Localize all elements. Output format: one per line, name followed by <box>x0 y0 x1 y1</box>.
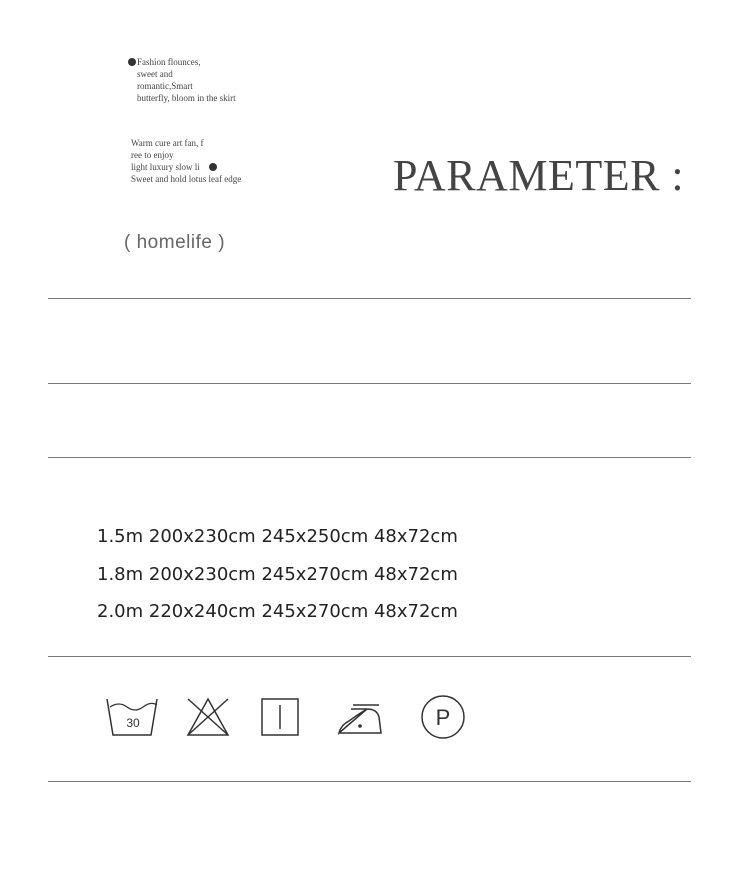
sheet-size: 245x250cm <box>261 526 369 547</box>
divider <box>48 781 691 782</box>
poem-line: Fashion flounces, <box>137 57 201 67</box>
homelife-caption: ( homelife ) <box>124 232 226 253</box>
sheet-size: 245x270cm <box>261 564 369 585</box>
duvet-size: 220x240cm <box>148 601 256 622</box>
pillow-size: 48x72cm <box>373 564 458 585</box>
bed-size: 1.8m <box>97 564 144 585</box>
bed-size: 2.0m <box>97 601 144 622</box>
dry-clean-icon <box>419 692 467 742</box>
poem-line: butterfly, bloom in the skirt <box>137 93 236 103</box>
poem-line: romantic,Smart <box>137 81 193 91</box>
divider <box>48 457 691 458</box>
hang-dry-icon <box>260 692 300 742</box>
duvet-size: 200x230cm <box>148 526 256 547</box>
pillow-size: 48x72cm <box>373 601 458 622</box>
bed-size: 1.5m <box>97 526 144 547</box>
divider <box>48 298 691 299</box>
wash-30-icon <box>105 692 159 742</box>
size-row <box>97 564 458 585</box>
bullet-dot <box>128 58 136 66</box>
no-bleach-icon <box>184 692 232 742</box>
poem-block-1 <box>137 56 236 104</box>
page-title-en: PARAMETER : <box>393 151 685 200</box>
poem-line: light luxury slow li <box>131 162 200 172</box>
poem-block-2 <box>131 137 241 185</box>
pillow-size: 48x72cm <box>373 526 458 547</box>
divider <box>48 656 691 657</box>
poem-line: Warm cure art fan, f <box>131 138 204 148</box>
poem-line: sweet and <box>137 69 173 79</box>
sheet-size: 245x270cm <box>261 601 369 622</box>
poem-line: Sweet and hold lotus leaf edge <box>131 174 242 184</box>
size-row <box>97 601 458 622</box>
dry-clean-mark: P <box>435 705 451 730</box>
wash-temp: 30 <box>126 716 140 730</box>
duvet-size: 200x230cm <box>148 564 256 585</box>
poem-line: ree to enjoy <box>131 150 174 160</box>
size-row <box>97 526 458 547</box>
divider <box>48 383 691 384</box>
bullet-dot <box>209 163 217 171</box>
low-iron-icon <box>335 692 385 742</box>
